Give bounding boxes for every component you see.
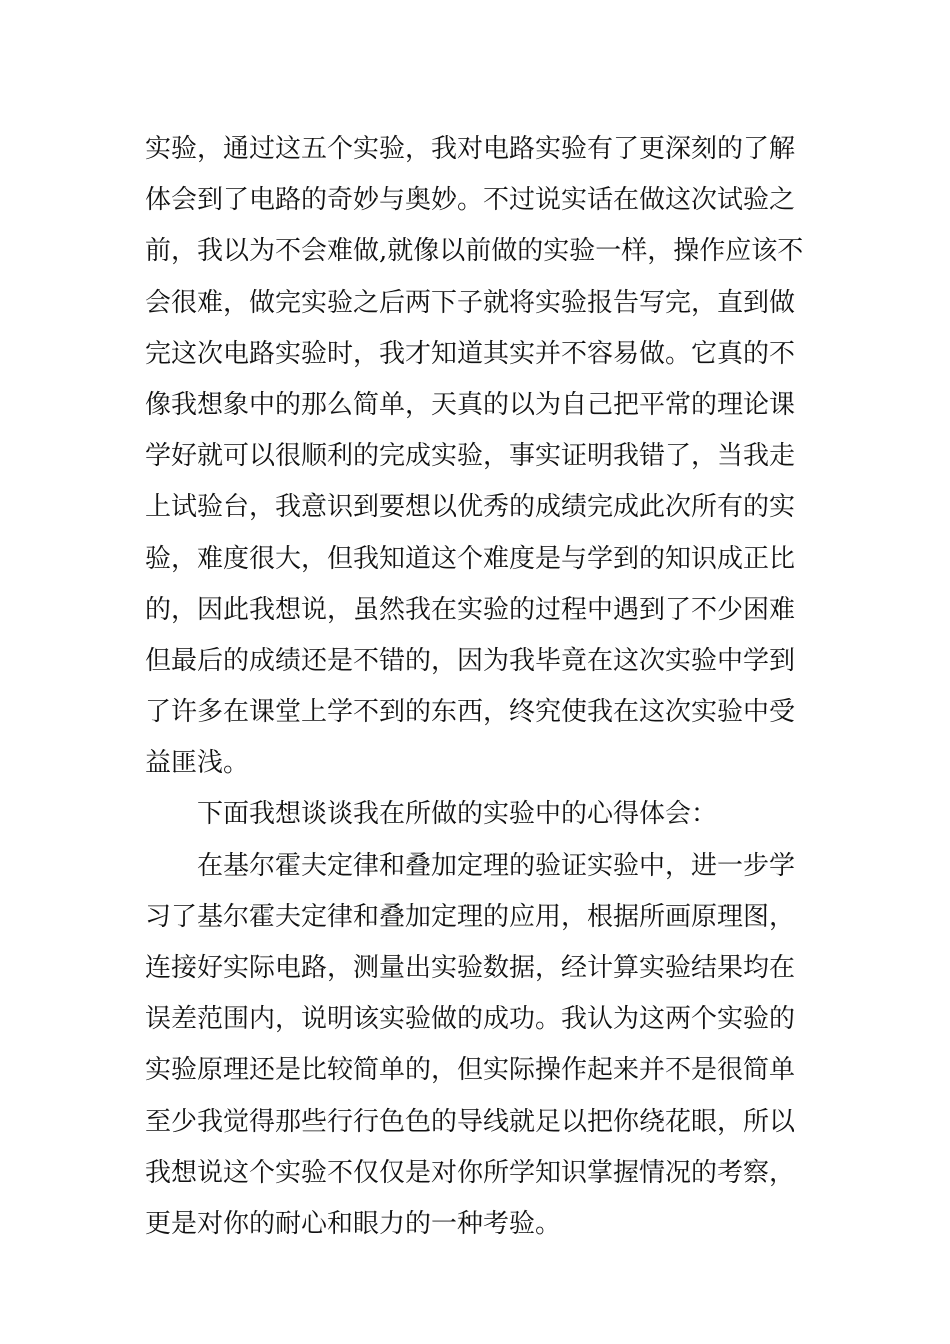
text-line: 连接好实际电路，测量出实验数据，经计算实验结果均在 [145,953,796,983]
text-line: 至少我觉得那些行行色色的导线就足以把你绕花眼，所以 [145,1106,796,1137]
text-line: 体会到了电路的奇妙与奥妙。不过说实话在做这次试验之 [145,185,796,216]
text-line: 前，我以为不会难做,就像以前做的实验一样，操作应该不 [145,236,804,267]
text-line: 会很难，做完实验之后两下子就将实验报告写完，直到做 [145,287,796,318]
text-line: 实验原理还是比较简单的，但实际操作起来并不是很简单 [145,1055,796,1086]
text-line: 实验，通过这五个实验，我对电路实验有了更深刻的了解 [145,134,796,164]
text-line: 完这次电路实验时，我才知道其实并不容易做。它真的不 [145,338,796,369]
text-line: 像我想象中的那么简单，天真的以为自己把平常的理论课 [145,389,796,420]
text-line: 下面我想谈谈我在所做的实验中的心得体会： [197,799,718,830]
text-line: 验，难度很大，但我知道这个难度是与学到的知识成正比 [145,543,796,574]
text-line: 在基尔霍夫定律和叠加定理的验证实验中，进一步学 [197,850,796,881]
text-line: 误差范围内，说明该实验做的成功。我认为这两个实验的 [145,1004,796,1035]
text-line: 学好就可以很顺利的完成实验，事实证明我错了，当我走 [145,441,796,472]
text-line: 了许多在课堂上学不到的东西，终究使我在这次实验中受 [145,697,796,728]
text-line: 更是对你的耐心和眼力的一种考验。 [145,1208,562,1239]
text-line: 我想说这个实验不仅仅是对你所学知识掌握情况的考察， [145,1157,796,1188]
text-line: 但最后的成绩还是不错的，因为我毕竟在这次实验中学到 [145,645,796,676]
document-body [145,124,810,1250]
text-line: 益匪浅。 [145,748,250,779]
text-line: 的，因此我想说，虽然我在实验的过程中遇到了不少困难 [145,594,796,625]
text-line: 习了基尔霍夫定律和叠加定理的应用，根据所画原理图， [145,901,796,932]
text-line: 上试验台，我意识到要想以优秀的成绩完成此次所有的实 [145,492,796,523]
